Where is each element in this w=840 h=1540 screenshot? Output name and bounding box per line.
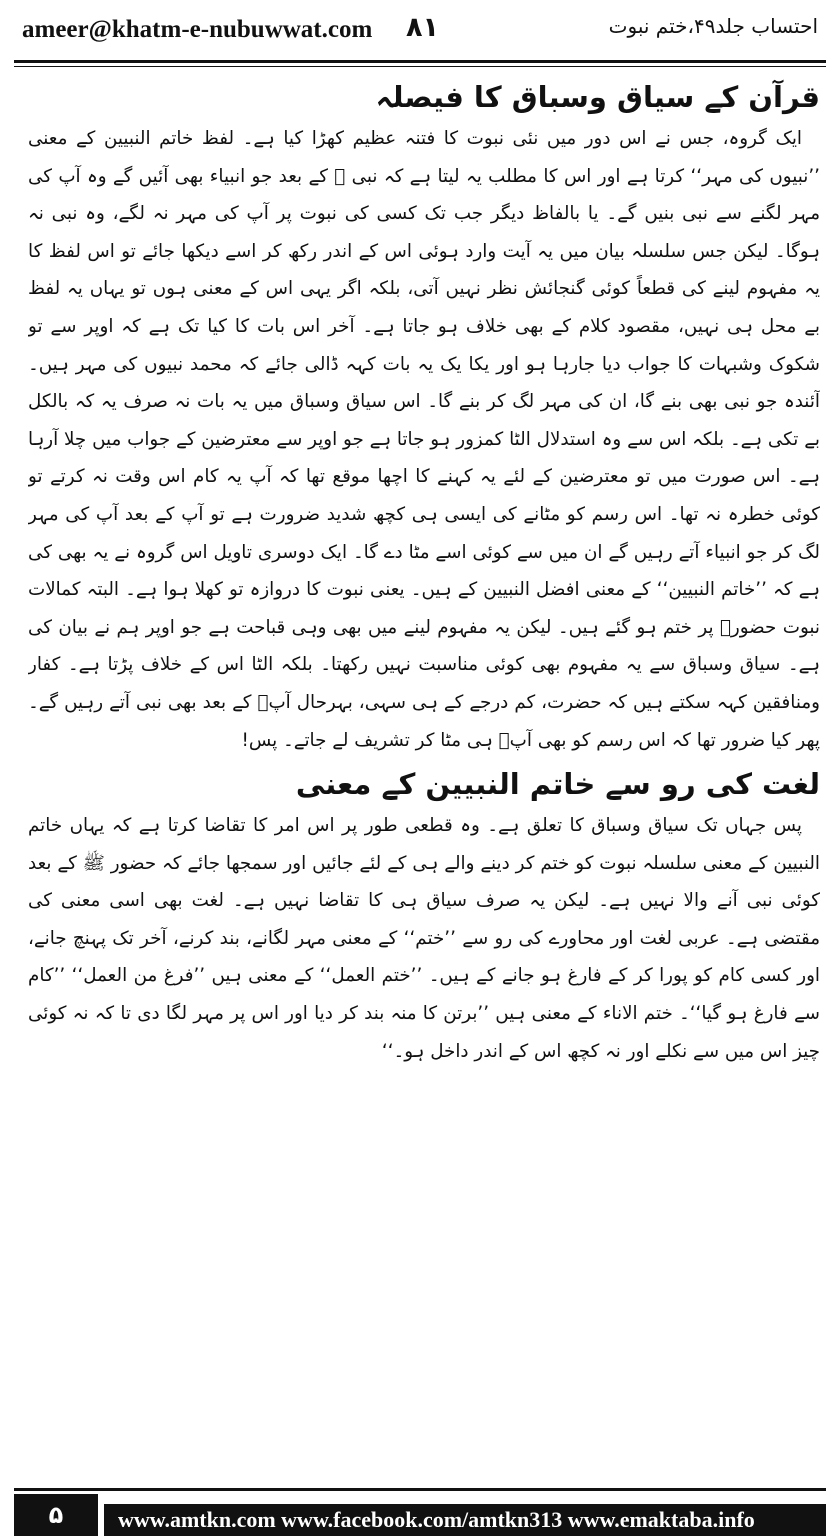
footer-urls: www.amtkn.com www.facebook.com/amtkn313 www.emaktaba.info [118, 1507, 755, 1532]
section-paragraph: پس جہاں تک سیاق وسباق کا تعلق ہے۔ وہ قطعی طور پر اس امر کا تقاضا کرتا ہے کہ یہاں خاتم النبیین کے معنی سلسلہ نبوت کو ختم کر دینے والے ہی کے لئے جائیں اور سمجھا جائے کہ حضور ﷺ کے بعد کوئی نبی آنے والا نہیں ہے۔ لیکن یہ صرف سیاق ہی کا تقاضا نہیں ہے۔ لغت بھی اسی معنی کی مقتضی ہے۔ عربی لغت اور محاورے کی رو سے ’’ختم‘‘ کے معنی مہر لگانے، بند کرنے، آخر تک پہنچ جانے، اور کسی کام کو پورا کر کے فارغ ہو جانے کے ہیں۔ ’’ختم العمل‘‘ کے معنی ہیں ’’فرغ من العمل‘‘ ’’کام سے فارغ ہو گیا‘‘۔ ختم الاناء کے معنی ہیں ’’برتن کا منہ بند کر دیا اور اس پر مہر لگا دی تا کہ نہ کوئی چیز اس میں سے نکلے اور نہ کچھ اس کے اندر داخل ہو۔‘‘ [28, 815, 820, 1062]
journal-title: احتساب جلد۴۹،ختم نبوت [608, 14, 818, 38]
header-rule-thin [14, 66, 826, 67]
section-heading: قرآن کے سیاق وسباق کا فیصلہ [375, 80, 820, 114]
section-paragraph: ایک گروہ، جس نے اس دور میں نئی نبوت کا فتنہ عظیم کھڑا کیا ہے۔ لفظ خاتم النبیین کے معنی ’’نبیوں کی مہر‘‘ کرتا ہے اور اس کا مطلب یہ لیتا ہے کہ نبی ﷺ کے بعد جو انبیاء بھی آئیں گے وہ آپ کی مہر لگنے سے نبی بنیں گے۔ یا بالفاظ دیگر جب تک کسی کی نبوت پر آپ کی مہر نہ لگے، وہ نبی نہ ہوگا۔ لیکن جس سلسلہ بیان میں یہ آیت وارد ہوئی اس کے اندر رکھ کر اسے دیکھا جائے تو اس لفظ کا یہ مفہوم لینے کی قطعاً کوئی گنجائش نظر نہیں آتی، بلکہ اگر یہی اس کے معنی ہوں تو یہاں یہ لفظ بے محل ہی نہیں، مقصود کلام کے بھی خلاف ہو جاتا ہے۔ آخر اس بات کا کیا تک ہے کہ اوپر سے تو شکوک وشبہات کا جواب دیا جارہا ہو اور یکا یک یہ بات کہہ ڈالی جائے کہ محمد نبیوں کی مہر ہیں۔ آئندہ جو نبی بھی بنے گا، ان کی مہر لگ کر بنے گا۔ اس سیاق وسباق میں یہ بات نہ صرف یہ کہ بالکل بے تکی ہے۔ بلکہ اس سے وہ استدلال الٹا کمزور ہو جاتا ہے جو اوپر سے معترضین کے جواب میں چلا آرہا ہے۔ اس صورت میں تو معترضین کے لئے یہ کہنے کا اچھا موقع تھا کہ آپ یہ کام اس وقت نہ کرتے تو کوئی خطرہ نہ تھا۔ اس رسم کو مٹانے کی ایسی ہی کچھ شدید ضرورت ہے تو آپ کے بعد آپ کی مہر لگ کر جو انبیاء آتے رہیں گے ان میں سے کوئی اسے مٹا دے گا۔ ایک دوسری تاویل اس گروہ نے یہ بھی کی ہے کہ ’’خاتم النبیین‘‘ کے معنی افضل النبیین کے ہیں۔ یعنی نبوت کا دروازہ تو کھلا ہوا ہے۔ البتہ کمالات نبوت حضورؐ پر ختم ہو گئے ہیں۔ لیکن یہ مفہوم لینے میں بھی وہی قباحت ہے جو اوپر ہم نے بیان کی ہے۔ سیاق وسباق سے یہ مفہوم بھی کوئی مناسبت نہیں رکھتا۔ بلکہ الٹا اس کے خلاف پڑتا ہے۔ کفار ومنافقین کہہ سکتے ہیں کہ حضرت، کم درجے کے ہی سہی، بہرحال آپؐ کے بعد بھی نبی آتے رہیں گے۔ پھر کیا ضرور تھا کہ اس رسم کو بھی آپؐ ہی مٹا کر تشریف لے جاتے۔ پس! [28, 128, 820, 751]
footer-page-badge: ۵ [14, 1494, 98, 1536]
page-footer [0, 1488, 840, 1540]
article-body [28, 74, 820, 1464]
section-heading: لغت کی رو سے خاتم النبیین کے معنی [295, 767, 820, 802]
header-email: ameer@khatm-e-nubuwwat.com [22, 16, 373, 43]
header-rule [14, 60, 826, 63]
page-number: ٨١ [406, 12, 439, 43]
footer-rule [14, 1488, 826, 1491]
page-header [0, 0, 840, 64]
